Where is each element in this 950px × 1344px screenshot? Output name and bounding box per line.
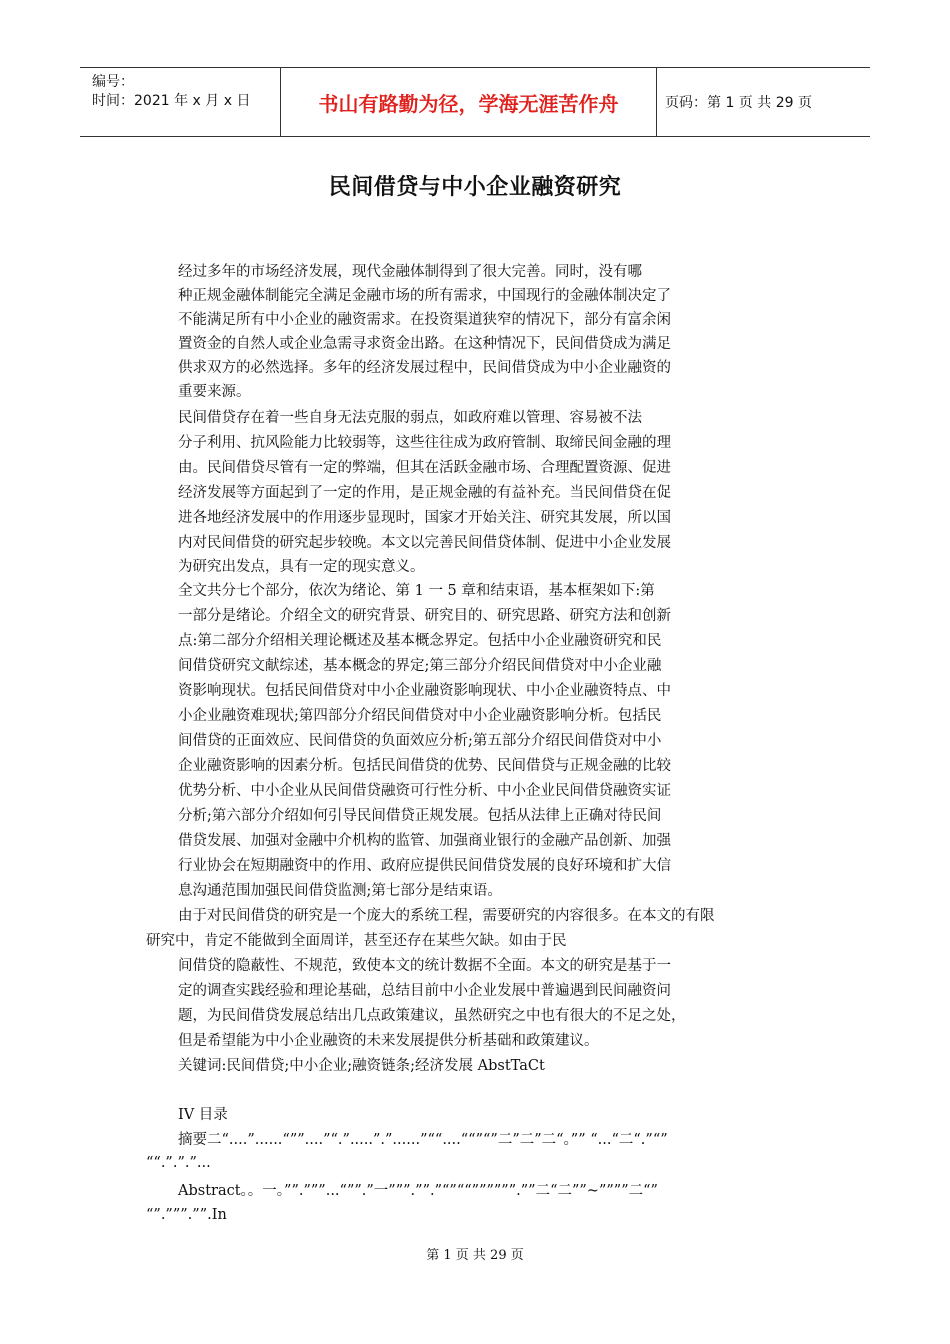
body-line: 不能满足所有中小企业的融资需求。在投资渠道狭窄的情况下，部分有富余闲 (178, 312, 671, 328)
document-title: 民间借贷与中小企业融资研究 (328, 175, 622, 200)
toc-line: “”.”””.””.In (146, 1207, 227, 1223)
page-header (80, 67, 870, 137)
keywords-line: 关键词:民间借贷;中小企业;融资链条;经济发展 AbstTaCt (178, 1058, 545, 1074)
toc-line: Abstract。。一。””.”””...“””.”一”””.””.”“”““””””””.””二“二””~””””二“” (178, 1183, 658, 1199)
body-line: 息沟通范围加强民间借贷监测;第七部分是结束语。 (178, 883, 502, 899)
body-line: 供求双方的必然选择。多年的经济发展过程中，民间借贷成为中小企业融资的 (178, 360, 671, 376)
toc-line: ““.”.”.”... (146, 1155, 211, 1171)
body-line: 由于对民间借贷的研究是一个庞大的系统工程，需要研究的内容很多。在本文的有限 (178, 908, 715, 924)
body-line: 分析;第六部分介绍如何引导民间借贷正规发展。包括从法律上正确对待民间 (178, 808, 662, 824)
body-line: 经济发展等方面起到了一定的作用，是正规金融的有益补充。当民间借贷在促 (178, 485, 671, 501)
page-footer: 第 1 页 共 29 页 (426, 1248, 524, 1263)
body-line: 一部分是绪论。介绍全文的研究背景、研究目的、研究思路、研究方法和创新 (178, 608, 671, 624)
body-line: 行业协会在短期融资中的作用、政府应提供民间借贷发展的良好环境和扩大信 (178, 858, 671, 874)
toc-line: 摘要二“....”......“””....”“.”.....”.”......”““....““”“”二”二”二“。”” “...“二“.”“” (178, 1132, 668, 1148)
body-line: 分子利用、抗风险能力比较弱等，这些往往成为政府管制、取缔民间金融的理 (178, 435, 671, 451)
body-line: 题，为民间借贷发展总结出几点政策建议，虽然研究之中也有很大的不足之处， (178, 1008, 686, 1024)
number-label: 编号： (92, 74, 134, 90)
toc-heading: IV 目录 (178, 1107, 228, 1123)
body-line: 民间借贷存在着一些自身无法克服的弱点，如政府难以管理、容易被不法 (178, 410, 642, 426)
body-line: 定的调查实践经验和理论基础，总结目前中小企业发展中普遍遇到民间融资问 (178, 983, 671, 999)
time-label: 时间：2021 年 x 月 x 日 (92, 93, 251, 109)
body-line: 但是希望能为中小企业融资的未来发展提供分析基础和政策建议。 (178, 1033, 599, 1049)
body-line: 资影响现状。包括民间借贷对中小企业融资影响现状、中小企业融资特点、中 (178, 683, 671, 699)
body-line: 研究中，肯定不能做到全面周详，甚至还存在某些欠缺。如由于民 (146, 933, 567, 949)
body-line: 间借贷研究文献综述，基本概念的界定;第三部分介绍民间借贷对中小企业融 (178, 658, 662, 674)
body-line: 为研究出发点，具有一定的现实意义。 (178, 559, 425, 575)
body-line: 点:第二部分介绍相关理论概述及基本概念界定。包括中小企业融资研究和民 (178, 633, 662, 649)
body-line: 全文共分七个部分，依次为绪论、第 1 一 5 章和结束语，基本框架如下:第 (178, 583, 655, 599)
body-line: 内对民间借贷的研究起步较晚。本文以完善民间借贷体制、促进中小企业发展 (178, 535, 671, 551)
body-line: 优势分析、中小企业从民间借贷融资可行性分析、中小企业民间借贷融资实证 (178, 783, 671, 799)
body-line: 小企业融资难现状;第四部分介绍民间借贷对中小企业融资影响分析。包括民 (178, 708, 662, 724)
body-line: 重要来源。 (178, 384, 251, 400)
body-line: 置资金的自然人或企业急需寻求资金出路。在这种情况下，民间借贷成为满足 (178, 336, 671, 352)
header-motto: 书山有路勤为径，学海无涯苦作舟 (280, 68, 657, 136)
body-line: 由。民间借贷尽管有一定的弊端，但其在活跃金融市场、合理配置资源、促进 (178, 460, 671, 476)
body-line: 企业融资影响的因素分析。包括民间借贷的优势、民间借贷与正规金融的比较 (178, 758, 671, 774)
body-line: 借贷发展、加强对金融中介机构的监管、加强商业银行的金融产品创新、加强 (178, 833, 671, 849)
body-line: 进各地经济发展中的作用逐步显现时，国家才开始关注、研究其发展，所以国 (178, 510, 671, 526)
body-line: 经过多年的市场经济发展，现代金融体制得到了很大完善。同时，没有哪 (178, 264, 642, 280)
body-line: 间借贷的正面效应、民间借贷的负面效应分析;第五部分介绍民间借贷对中小 (178, 733, 662, 749)
body-line: 种正规金融体制能完全满足金融市场的所有需求，中国现行的金融体制决定了 (178, 288, 671, 304)
body-line: 间借贷的隐蔽性、不规范，致使本文的统计数据不全面。本文的研究是基于一 (178, 958, 671, 974)
header-page-info: 页码：第 1 页 共 29 页 (665, 95, 812, 111)
header-meta (80, 68, 280, 136)
